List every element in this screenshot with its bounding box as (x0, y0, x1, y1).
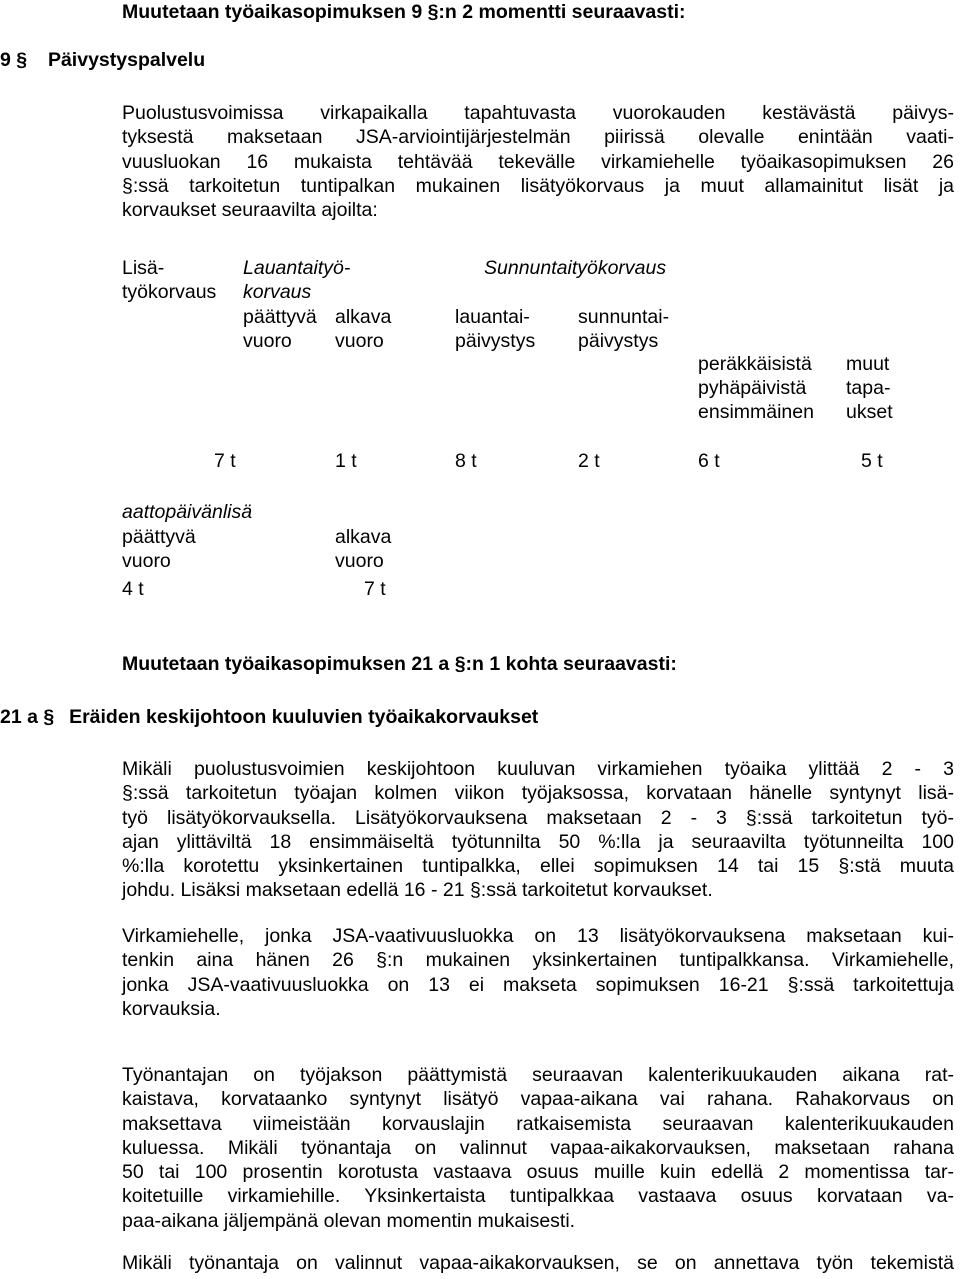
paragraph-line: Työnantajan on työjakson päättymistä seuraavan kalenterikuukauden aikana rat- (122, 1064, 954, 1086)
paragraph-line: jonka JSA-vaativuusluokka on 13 ei makseta sopimuksen 16-21 §:ssä tarkoitettuja (122, 973, 954, 996)
col-lauantai-alkava (335, 305, 391, 353)
col-label-line: päivystys (455, 330, 536, 352)
paragraph-line: maksettava viimeistään korvauslajin ratkaisemista seuraavan kalenterikuukauden (122, 1112, 954, 1135)
section-21a-number: 21 a § (0, 706, 55, 728)
section-21a-paragraph-1 (122, 757, 954, 903)
amendment-intro-9: Muutetaan työaikasopimuksen 9 §:n 2 momentti seuraavasti: (122, 1, 686, 23)
col-perakkaisista (698, 352, 814, 424)
value-perakkaisista: 6 t (698, 450, 720, 472)
paragraph-line: työ lisätyökorvauksella. Lisätyökorvauksena maksetaan 2 - 3 §:ssä tarkoitetun työ- (122, 806, 954, 829)
paragraph-line: %:lla korotettu yksinkertainen tuntipalkka, ellei sopimuksen 14 tai 15 §:stä muuta (122, 855, 954, 878)
col-label-line: ukset (846, 401, 893, 423)
col-label-line: ensimmäinen (698, 401, 814, 423)
col-label-line: sunnuntai- (578, 306, 670, 328)
col-sunnuntaipaivystys (578, 305, 669, 353)
section-9-title: Päivystyspalvelu (47, 49, 206, 71)
col-aatto-alkava (335, 525, 391, 573)
amendment-intro-21a: Muutetaan työaikasopimuksen 21 a §:n 1 kohta seuraavasti: (122, 653, 677, 675)
paragraph-line: johdu. Lisäksi maksetaan edellä 16 - 21 §:ssä tarkoitetut korvaukset. (122, 879, 713, 902)
col-lauantaipaivystys (455, 305, 535, 353)
col-label-line: alkava (335, 306, 392, 328)
col-lisatyokorvaus (122, 256, 216, 304)
col-label-line: päättyvä (243, 306, 317, 328)
paragraph-line: Mikäli puolustusvoimien keskijohtoon kuuluvan virkamiehen työaika ylittää 2 - 3 (122, 758, 954, 780)
col-label-line: muut (846, 353, 890, 375)
col-label-line: työkorvaus (122, 281, 217, 303)
col-label-line: korvaus (243, 281, 312, 303)
col-label-line: vuoro (243, 330, 292, 352)
paragraph-line: §:ssä tarkoitetun tuntipalkan mukainen lisätyökorvaus ja muut allamainitut lisät ja (122, 174, 954, 197)
col-label-line: Lauantaityö- (243, 257, 351, 279)
value-sunnuntaipaivystys: 2 t (578, 450, 600, 472)
section-21a-title: Eräiden keskijohtoon kuuluvien työaikakorvaukset (69, 706, 539, 728)
col-label-line: päivystys (578, 330, 659, 352)
col-aatto-paattyva (122, 525, 196, 573)
paragraph-line: §:ssä tarkoitetun työajan kolmen viikon työjaksossa, korvataan hänelle syntynyt lisä- (122, 782, 954, 805)
value-aatto-paattyva: 4 t (122, 578, 144, 600)
col-label-line: lauantai- (455, 306, 530, 328)
value-lauantaipaivystys: 8 t (455, 450, 477, 472)
col-label-line: vuoro (335, 330, 384, 352)
col-label-line: pyhäpäivistä (698, 377, 807, 399)
col-label-line: vuoro (122, 550, 171, 572)
paragraph-line: Puolustusvoimissa virkapaikalla tapahtuvasta vuorokauden kestävästä päivys- (122, 102, 954, 124)
col-label-line: vuoro (335, 550, 384, 572)
paragraph-line: tyksestä maksetaan JSA-arviointijärjestelmän piirissä olevalle enintään vaati- (122, 126, 954, 149)
paragraph-line: korvaukset seuraavilta ajoilta: (122, 199, 378, 222)
col-label-line: alkava (335, 526, 392, 548)
col-label-line: peräkkäisistä (698, 353, 812, 375)
paragraph-line: ajan ylittäviltä 18 ensimmäiseltä työtunnilta 50 %:lla ja seuraavilta työtunneilta 100 (122, 830, 954, 853)
section-9-number: 9 § (0, 49, 28, 71)
paragraph-line: vuusluokan 16 mukaista tehtävää tekevälle virkamiehelle työaikasopimuksen 26 (122, 150, 954, 173)
col-label-line: päättyvä (122, 526, 196, 548)
paragraph-line: Mikäli työnantaja on valinnut vapaa-aikakorvauksen, se on annettava työn tekemistä (122, 1252, 954, 1274)
col-aattopaivanlisa: aattopäivänlisä (122, 501, 253, 523)
paragraph-line: tenkin aina hänen 26 §:n mukainen yksinkertainen tuntipalkkansa. Virkamiehelle, (122, 949, 954, 972)
paragraph-line: kuluessa. Mikäli työnantaja on valinnut vapaa-aikakorvauksen, maksetaan rahana (122, 1136, 954, 1159)
col-muut-tapaukset (846, 352, 893, 424)
col-lauantai-paattyva (243, 305, 317, 353)
value-lisatyo: 7 t (214, 450, 236, 472)
section-21a-paragraph-3 (122, 1063, 954, 1233)
value-muut: 5 t (861, 450, 883, 472)
value-lauantai-alkava: 1 t (335, 450, 357, 472)
section-21a-paragraph-2 (122, 924, 954, 1021)
col-label-line: Lisä- (122, 257, 165, 279)
col-lauantaityokorvaus (243, 256, 350, 304)
paragraph-line: kaistava, korvataanko syntynyt lisätyö vapaa-aikana vai rahana. Rahakorvaus on (122, 1088, 954, 1111)
section-9-heading (0, 48, 205, 72)
section-9-paragraph (122, 101, 954, 222)
section-21a-paragraph-4 (122, 1251, 954, 1275)
col-label-line: tapa- (846, 377, 891, 399)
paragraph-line: korvauksia. (122, 997, 221, 1020)
paragraph-line: 50 tai 100 prosentin korotusta vastaava osuus muille kuin edellä 2 momentissa tar- (122, 1161, 954, 1184)
col-sunnuntaityokorvaus: Sunnuntaityökorvaus (484, 257, 667, 279)
section-21a-heading (0, 705, 538, 729)
paragraph-line: koitetuille virkamiehille. Yksinkertaista tuntipalkkaa vastaava osuus korvataan va- (122, 1185, 954, 1208)
value-aatto-alkava: 7 t (364, 578, 386, 600)
paragraph-line: paa-aikana jäljempänä olevan momentin mukaisesti. (122, 1209, 576, 1232)
paragraph-line: Virkamiehelle, jonka JSA-vaativuusluokka on 13 lisätyökorvauksena maksetaan kui- (122, 925, 954, 947)
